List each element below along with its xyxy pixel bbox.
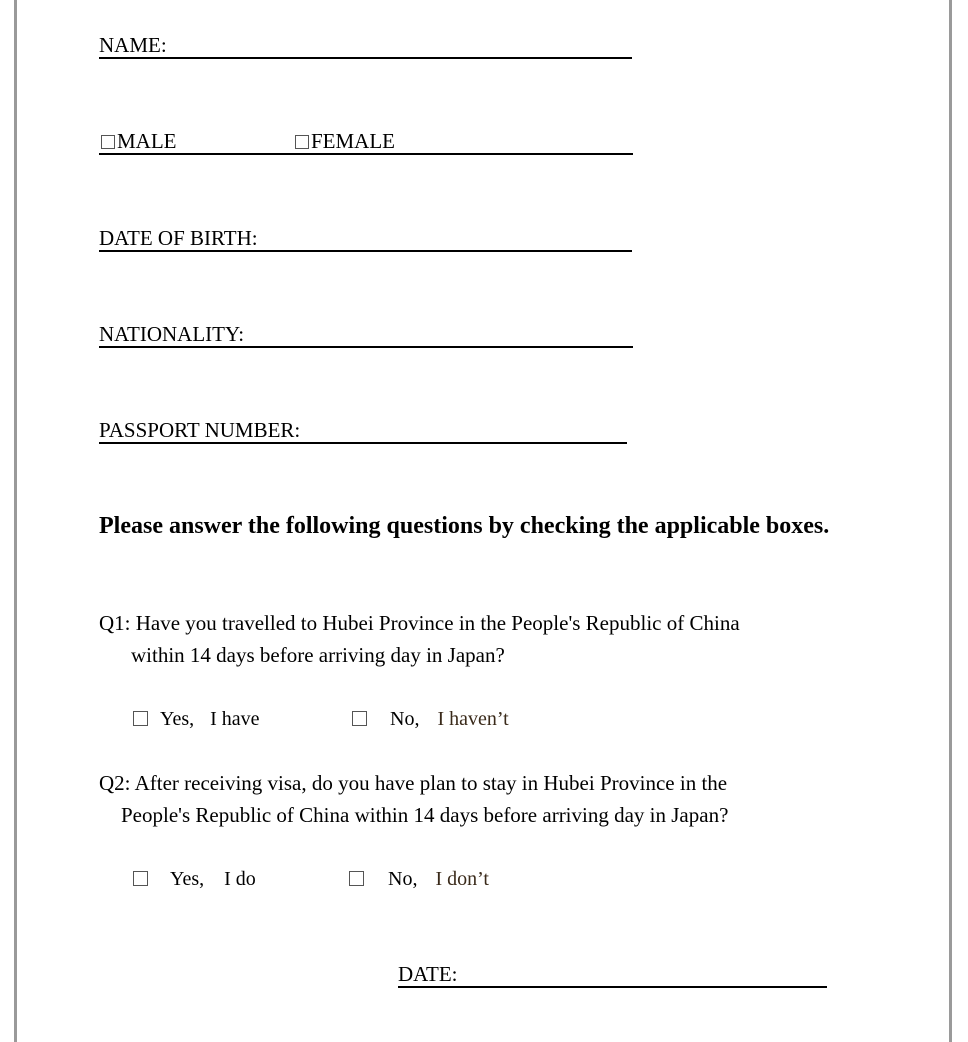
q1-yes-option[interactable]	[133, 707, 260, 731]
gender-field	[99, 129, 633, 155]
passport-number-field[interactable]	[99, 418, 627, 444]
q1-no-checkbox[interactable]	[352, 711, 367, 726]
q1-no-option[interactable]	[352, 707, 509, 731]
male-label: MALE	[117, 129, 177, 153]
q1-yes-sublabel: I have	[210, 708, 260, 730]
q2-no-sublabel: I don’t	[435, 868, 489, 890]
date-of-birth-field[interactable]	[99, 226, 632, 252]
name-field[interactable]	[99, 33, 632, 59]
q1-yes-label: Yes,	[160, 708, 195, 730]
page-border-left	[14, 0, 17, 1042]
date-label: DATE:	[398, 962, 458, 986]
date-field[interactable]	[398, 962, 827, 988]
q2-yes-sublabel: I do	[224, 868, 256, 890]
question-1-line-1: Q1: Have you travelled to Hubei Province in the People's Republic of China	[99, 611, 740, 635]
instructions-heading: Please answer the following questions by checking the applicable boxes.	[99, 513, 830, 539]
female-checkbox[interactable]	[295, 135, 309, 149]
passport-number-label: PASSPORT NUMBER:	[99, 418, 301, 442]
q2-yes-label: Yes,	[170, 868, 205, 890]
q1-no-label: No,	[390, 708, 420, 730]
female-label: FEMALE	[311, 129, 395, 153]
q1-yes-checkbox[interactable]	[133, 711, 148, 726]
question-2-line-1: Q2: After receiving visa, do you have plan to stay in Hubei Province in the	[99, 771, 728, 795]
question-2	[99, 767, 869, 831]
male-option[interactable]	[101, 129, 177, 153]
question-2-line-2: People's Republic of China within 14 days before arriving day in Japan?	[121, 803, 729, 827]
name-label: NAME:	[99, 33, 167, 57]
date-of-birth-label: DATE OF BIRTH:	[99, 226, 258, 250]
q2-no-checkbox[interactable]	[349, 871, 364, 886]
q2-no-label: No,	[388, 868, 418, 890]
male-checkbox[interactable]	[101, 135, 115, 149]
nationality-label: NATIONALITY:	[99, 322, 245, 346]
question-1	[99, 607, 869, 671]
female-option[interactable]	[295, 129, 395, 153]
q2-yes-checkbox[interactable]	[133, 871, 148, 886]
nationality-field[interactable]	[99, 322, 633, 348]
q1-no-sublabel: I haven’t	[437, 708, 509, 730]
q2-yes-option[interactable]	[133, 867, 256, 891]
question-1-line-2: within 14 days before arriving day in Japan?	[131, 643, 505, 667]
page-border-right	[949, 0, 952, 1042]
q2-no-option[interactable]	[349, 867, 489, 891]
